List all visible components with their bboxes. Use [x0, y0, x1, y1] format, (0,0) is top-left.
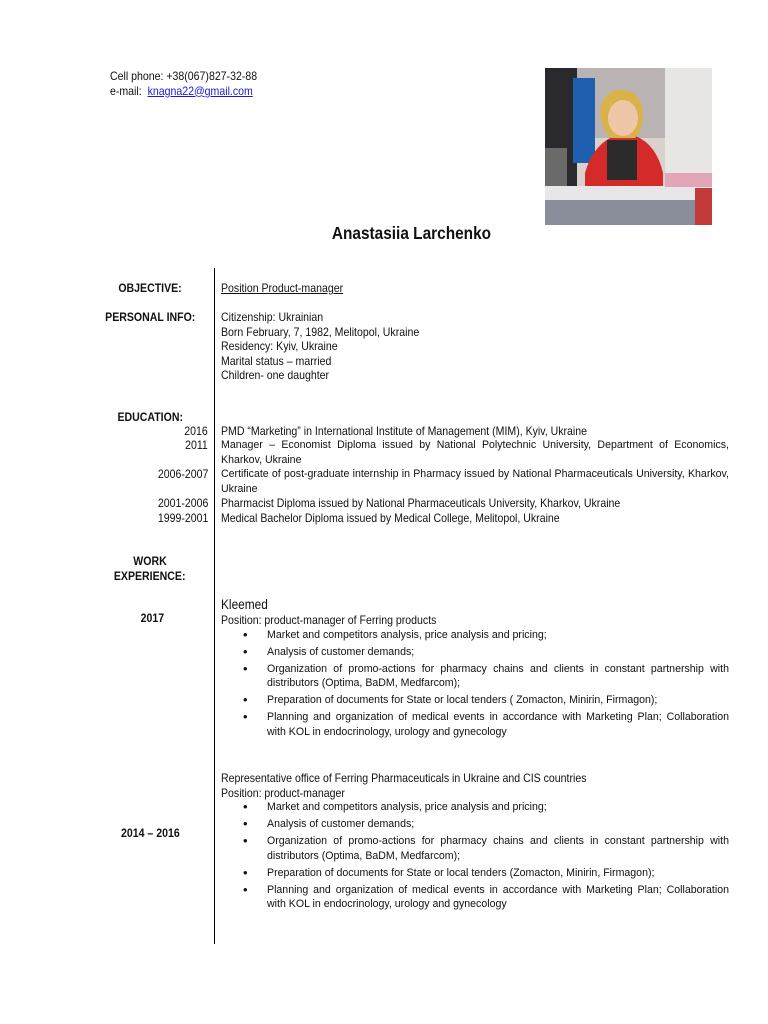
- education-item: Pharmacist Diploma issued by National Pharmaceuticals University, Kharkov, Ukraine: [221, 496, 621, 510]
- job-position: Position: product-manager: [221, 785, 345, 800]
- column-divider: [214, 268, 215, 944]
- email-link[interactable]: knagna22@gmail.com: [147, 83, 253, 98]
- job-position: Position: product-manager of Ferring products: [221, 613, 437, 627]
- marital-line: Marital status – married: [221, 353, 332, 368]
- education-year: 2006-2007: [157, 467, 208, 481]
- education-item: Medical Bachelor Diploma issued by Medical College, Melitopol, Ukraine: [221, 511, 560, 525]
- list-item: • Analysis of customer demands;: [221, 817, 729, 832]
- company-name: Kleemed: [221, 597, 268, 612]
- education-year: 2011: [185, 438, 208, 452]
- list-item: • Market and competitors analysis, price analysis and pricing;: [221, 800, 729, 815]
- company-name: Representative office of Ferring Pharmaceuticals in Ukraine and CIS countries: [221, 771, 587, 785]
- contact-block: [110, 69, 257, 98]
- job-years: 2014 – 2016: [120, 826, 180, 840]
- objective-text: Position Product-manager: [221, 281, 344, 295]
- residency-line: Residency: Kyiv, Ukraine: [221, 339, 338, 353]
- duties-list: [221, 628, 729, 740]
- phone-number: +38(067)827-32-88: [166, 69, 258, 83]
- profile-photo: [545, 68, 712, 225]
- work-experience-label: WORK EXPERIENCE:: [114, 554, 186, 583]
- email-label: e-mail:: [110, 83, 142, 98]
- list-item: • Analysis of customer demands;: [221, 645, 729, 660]
- education-year: 2016: [184, 424, 208, 438]
- citizenship-line: Citizenship: Ukrainian: [221, 310, 324, 324]
- personal-info-label-wrap: [92, 310, 208, 325]
- page-title: [0, 223, 768, 243]
- phone-label: Cell phone:: [110, 69, 164, 83]
- objective-label-wrap: [92, 281, 208, 296]
- personal-info-label: PERSONAL INFO:: [104, 310, 196, 324]
- job-entry: [221, 771, 729, 914]
- email-line: [110, 84, 257, 99]
- education-year: 1999-2001: [157, 511, 208, 525]
- education-item: Manager – Economist Diploma issued by National Polytechnic University, Department of Economics, Kharkov, Ukraine: [221, 439, 729, 466]
- education-label: EDUCATION:: [117, 410, 183, 424]
- duties-list: [221, 800, 729, 912]
- list-item: • Market and competitors analysis, price analysis and pricing;: [221, 628, 729, 643]
- list-item: • Planning and organization of medical events in accordance with Marketing Plan; Collaboration with KOL in endocrinology, urology and gynecology: [221, 710, 729, 739]
- job-entry: [221, 597, 729, 742]
- phone-line: [110, 69, 257, 84]
- education-item: Certificate of post-graduate internship in Pharmacy issued by National Pharmaceuticals University, Kharkov, Ukraine: [221, 468, 729, 495]
- list-item: • Organization of promo-actions for pharmacy chains and clients in constant partnership with distributors (Optima, BaDM, Medfarcom);: [221, 834, 729, 863]
- personal-info-block: [221, 310, 419, 383]
- list-item: • Organization of promo-actions for pharmacy chains and clients in constant partnership with distributors (Optima, BaDM, Medfarcom);: [221, 662, 729, 691]
- profile-photo-image: [545, 68, 712, 225]
- job-years: 2017: [140, 611, 164, 625]
- list-item: • Preparation of documents for State or local tenders (Zomacton, Minirin, Firmagon);: [221, 866, 729, 881]
- education-year: 2001-2006: [157, 496, 208, 510]
- education-label-wrap: [92, 410, 208, 425]
- objective-label: OBJECTIVE:: [118, 281, 182, 295]
- birth-line: Born February, 7, 1982, Melitopol, Ukraine: [221, 324, 420, 339]
- children-line: Children- one daughter: [221, 368, 330, 382]
- education-item: PMD “Marketing” in International Institute of Management (MIM), Kyiv, Ukraine: [221, 424, 588, 438]
- list-item: • Preparation of documents for State or local tenders ( Zomacton, Minirin, Firmagon);: [221, 693, 729, 708]
- full-name: Anastasiia Larchenko: [331, 223, 491, 243]
- list-item: • Planning and organization of medical events in accordance with Marketing Plan; Collaboration with KOL in endocrinology, urology and gynecology: [221, 883, 729, 912]
